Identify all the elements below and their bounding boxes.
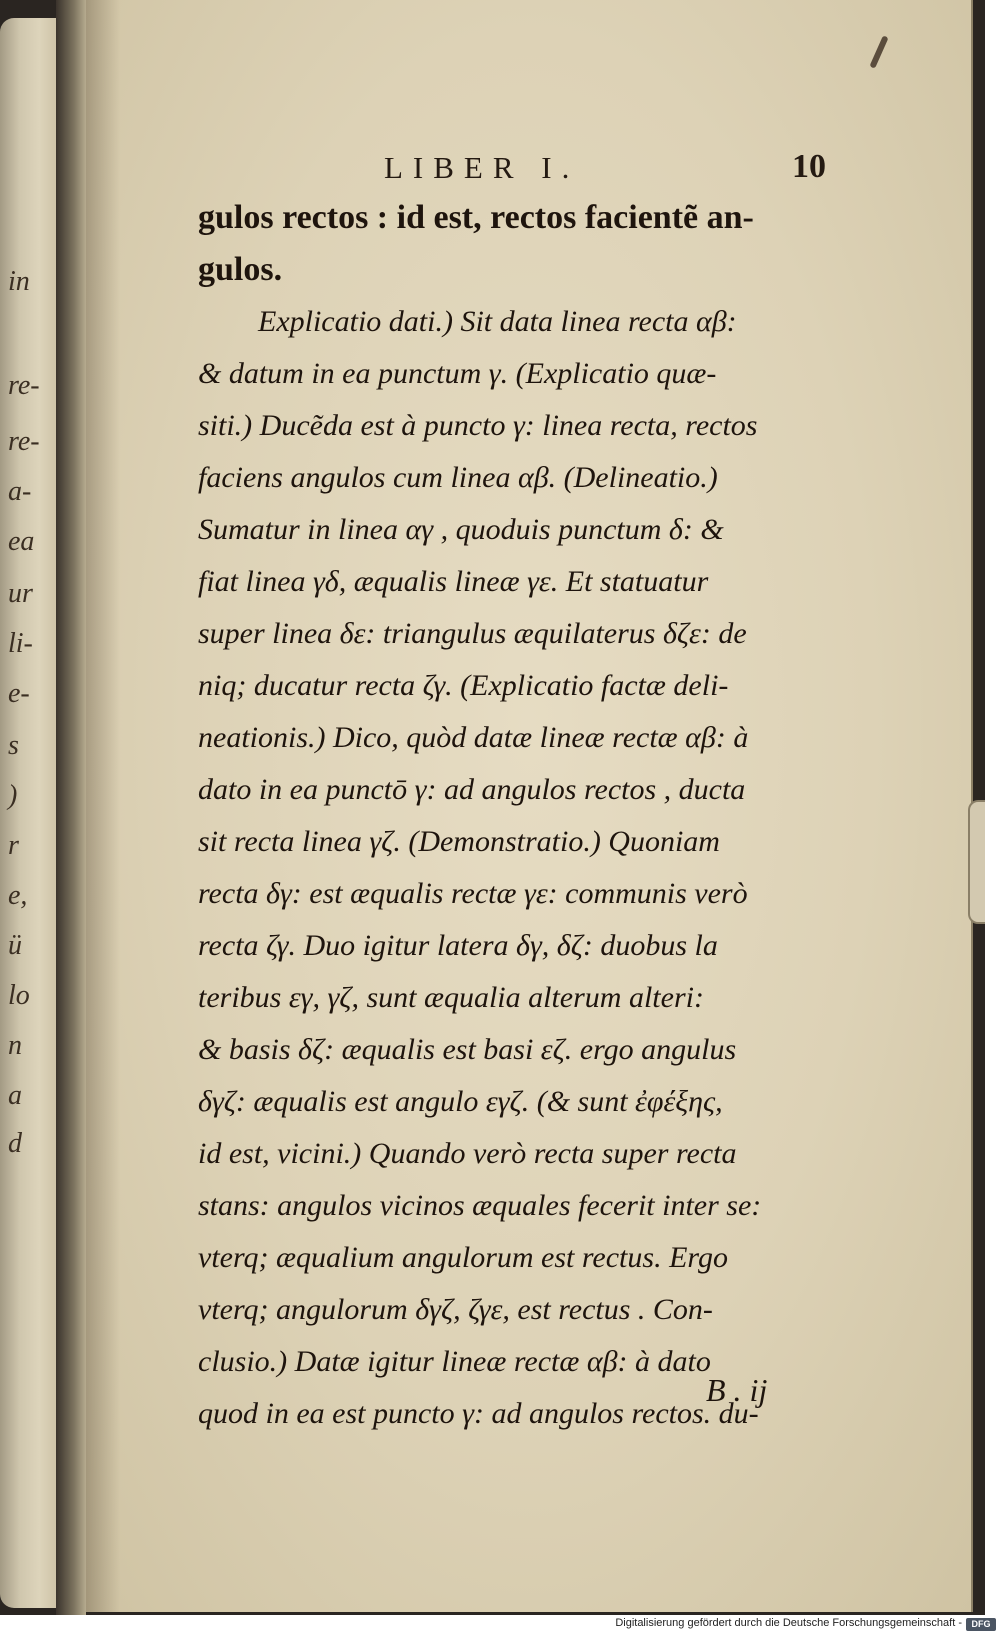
text-line: vterq; æqualium angulorum est rectus. Ergo (198, 1241, 728, 1274)
margin-fragment: ü (8, 930, 22, 961)
text-line: id est, vicini.) Quando verò recta super recta (198, 1137, 737, 1170)
page-shadow (86, 0, 120, 1612)
folio-number: 10 (792, 148, 826, 185)
margin-fragment: ea (8, 526, 35, 557)
text-line: niq; ducatur recta ζγ. (Explicatio factæ deli- (198, 669, 729, 702)
signature-mark: B . ij (706, 1372, 768, 1408)
margin-fragment: li- (8, 628, 33, 659)
previous-page-edge (0, 18, 56, 1608)
text-line: & basis δζ: æqualis est basi εζ. ergo angulus (198, 1033, 737, 1066)
margin-fragment: d (8, 1128, 22, 1159)
margin-fragment: lo (8, 980, 30, 1011)
text-line: fiat linea γδ, æqualis lineæ γε. Et statuatur (198, 565, 709, 598)
margin-fragment: re- (8, 370, 40, 401)
text-line: stans: angulos vicinos æquales fecerit inter se: (198, 1189, 762, 1222)
text-line: δγζ: æqualis est angulo εγζ. (& sunt ἐφέξης, (198, 1085, 723, 1118)
text-line: & datum in ea punctum γ. (Explicatio quæ- (198, 357, 717, 390)
text-line: recta ζγ. Duo igitur latera δγ, δζ: duobus la (198, 929, 718, 962)
margin-fragment: ) (8, 780, 18, 811)
margin-fragment: in (8, 266, 30, 297)
footer-credit: Digitalisierung gefördert durch die Deutsche Forschungsgemeinschaft - (615, 1617, 962, 1629)
pencil-mark (869, 35, 888, 69)
text-line: gulos. (198, 251, 283, 288)
margin-fragment: a- (8, 476, 32, 507)
running-head (266, 148, 826, 192)
text-line: super linea δε: triangulus æquilaterus δζε: de (198, 617, 747, 650)
page-tab-marker (968, 800, 985, 924)
margin-fragment: ur (8, 578, 33, 609)
book-gutter (56, 0, 86, 1615)
margin-fragment: e, (8, 880, 28, 911)
margin-fragment: s (8, 730, 19, 761)
text-line: recta δγ: est æqualis rectæ γε: communis verò (198, 877, 748, 910)
margin-fragment: a (8, 1080, 22, 1111)
text-line: teribus εγ, γζ, sunt æqualia alterum alteri: (198, 981, 704, 1014)
text-line: neationis.) Dico, quòd datæ lineæ rectæ αβ: à (198, 721, 749, 754)
margin-fragment: re- (8, 426, 40, 457)
footer-bar (0, 1615, 1000, 1635)
dfg-logo-icon: DFG (966, 1618, 996, 1631)
text-line: Sumatur in linea αγ , quoduis punctum δ: & (198, 513, 724, 546)
margin-fragment: e- (8, 678, 30, 709)
text-block (198, 192, 888, 1440)
text-line: dato in ea punctō γ: ad angulos rectos , ducta (198, 773, 746, 806)
running-title: LIBER I. (384, 150, 580, 185)
text-line: faciens angulos cum linea αβ. (Delineatio.) (198, 461, 718, 494)
margin-fragment: n (8, 1030, 22, 1061)
book-page (86, 0, 973, 1612)
text-line: vterq; angulorum δγζ, ζγε, est rectus . Con- (198, 1293, 713, 1326)
text-line: Explicatio dati.) Sit data linea recta αβ: (258, 305, 737, 338)
text-line: gulos rectos : id est, rectos facientẽ an- (198, 199, 754, 236)
text-line: sit recta linea γζ. (Demonstratio.) Quoniam (198, 825, 720, 858)
text-line: siti.) Ducẽda est à puncto γ: linea recta, rectos (198, 409, 758, 442)
text-line: quod in ea est puncto γ: ad angulos rectos. du- (198, 1397, 759, 1430)
margin-fragment: r (8, 830, 19, 861)
text-line: clusio.) Datæ igitur lineæ rectæ αβ: à dato (198, 1345, 711, 1378)
